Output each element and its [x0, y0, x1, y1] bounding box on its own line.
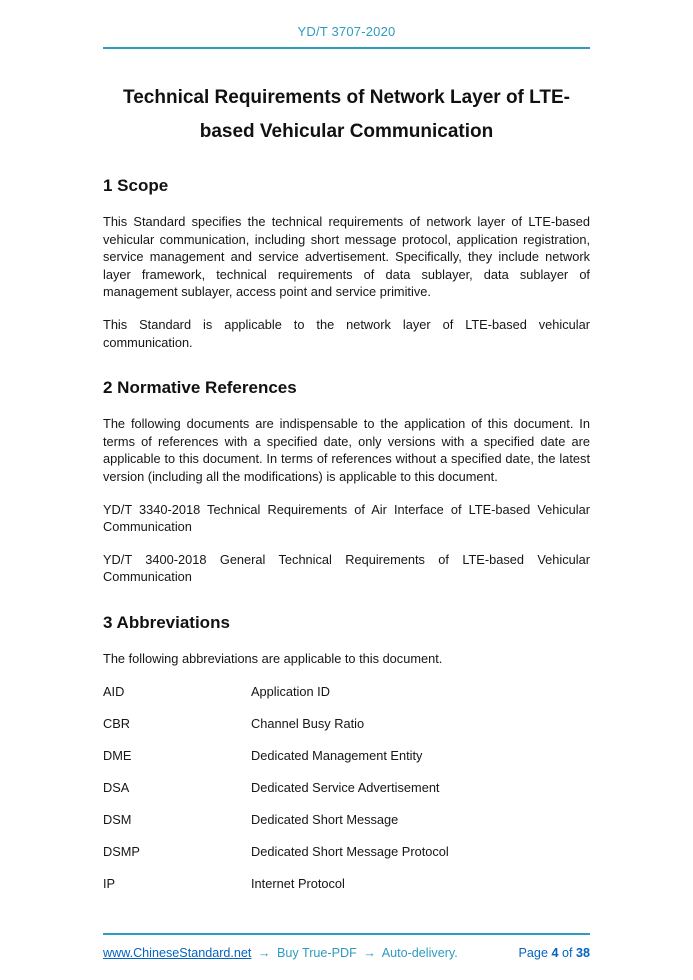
doc-number: YD/T 3707-2020 [297, 24, 396, 39]
header-divider [103, 47, 590, 49]
abbreviations-list [103, 683, 590, 893]
normative-reference-2: YD/T 3400-2018 General Technical Requirements of LTE-based Vehicular Communication [103, 551, 590, 585]
abbreviations-intro: The following abbreviations are applicable to this document. [103, 650, 443, 666]
section-heading-normative-references: 2 Normative References [103, 378, 297, 398]
abbreviation-row [103, 843, 590, 861]
section-heading-scope: 1 Scope [103, 176, 169, 195]
footer-delivery-text: Auto-delivery. [381, 946, 458, 960]
abbreviation-term: Application ID [251, 683, 330, 699]
page-header [0, 0, 693, 49]
normative-paragraph-1: The following documents are indispensable to the application of this document. In terms of references with a specified date, only versions with a specified date are applicable to this document. In terms of references without a specified date, the latest version (including all the modifications) is applicable to this document. [103, 416, 590, 484]
page-footer [103, 933, 590, 960]
abbreviation-row [103, 811, 590, 829]
document-body [0, 81, 693, 892]
page-total: 38 [575, 946, 590, 960]
abbreviation-code: AID [103, 683, 125, 699]
abbreviation-code: IP [103, 875, 116, 891]
abbreviation-row [103, 683, 590, 701]
scope-paragraph-2: This Standard is applicable to the network layer of LTE-based vehicular communication. [103, 316, 590, 350]
abbreviation-row [103, 747, 590, 765]
abbreviation-term: Dedicated Management Entity [251, 747, 423, 763]
abbreviation-row [103, 715, 590, 733]
abbreviation-term: Channel Busy Ratio [251, 715, 365, 731]
page-indicator [519, 946, 590, 960]
page-label: Page [518, 946, 548, 960]
abbreviation-code: DME [103, 747, 132, 763]
document-title-line2: based Vehicular Communication [199, 121, 494, 142]
document-title [103, 81, 590, 149]
arrow-right-icon: → [257, 946, 271, 960]
abbreviation-code: CBR [103, 715, 131, 731]
footer-link[interactable]: www.ChineseStandard.net [103, 946, 252, 960]
normative-reference-1: YD/T 3340-2018 Technical Requirements of Air Interface of LTE-based Vehicular Communication [103, 501, 590, 535]
scope-paragraph-1: This Standard specifies the technical requirements of network layer of LTE-based vehicular communication, including short message protocol, application registration, service management and service advertisement. Specifically, they include network layer framework, technical requirements of data sublayer, data sublayer of management sublayer, access point and service primitive. [103, 214, 590, 300]
document-title-line1: Technical Requirements of Network Layer of LTE- [123, 87, 570, 108]
abbreviation-code: DSM [103, 811, 132, 827]
footer-promo [103, 946, 458, 960]
abbreviation-row [103, 875, 590, 893]
abbreviation-code: DSA [103, 779, 130, 795]
abbreviation-term: Internet Protocol [251, 875, 345, 891]
abbreviation-code: DSMP [103, 843, 140, 859]
abbreviation-row [103, 779, 590, 797]
footer-divider [103, 933, 590, 935]
arrow-right-icon: → [363, 946, 376, 960]
section-heading-abbreviations: 3 Abbreviations [103, 612, 230, 632]
abbreviation-term: Dedicated Service Advertisement [251, 779, 440, 795]
abbreviation-term: Dedicated Short Message Protocol [251, 843, 449, 859]
page-current: 4 [551, 946, 559, 960]
footer-buy-text: Buy True-PDF [277, 946, 357, 960]
page-of-label: of [561, 946, 573, 960]
abbreviation-term: Dedicated Short Message [251, 811, 399, 827]
